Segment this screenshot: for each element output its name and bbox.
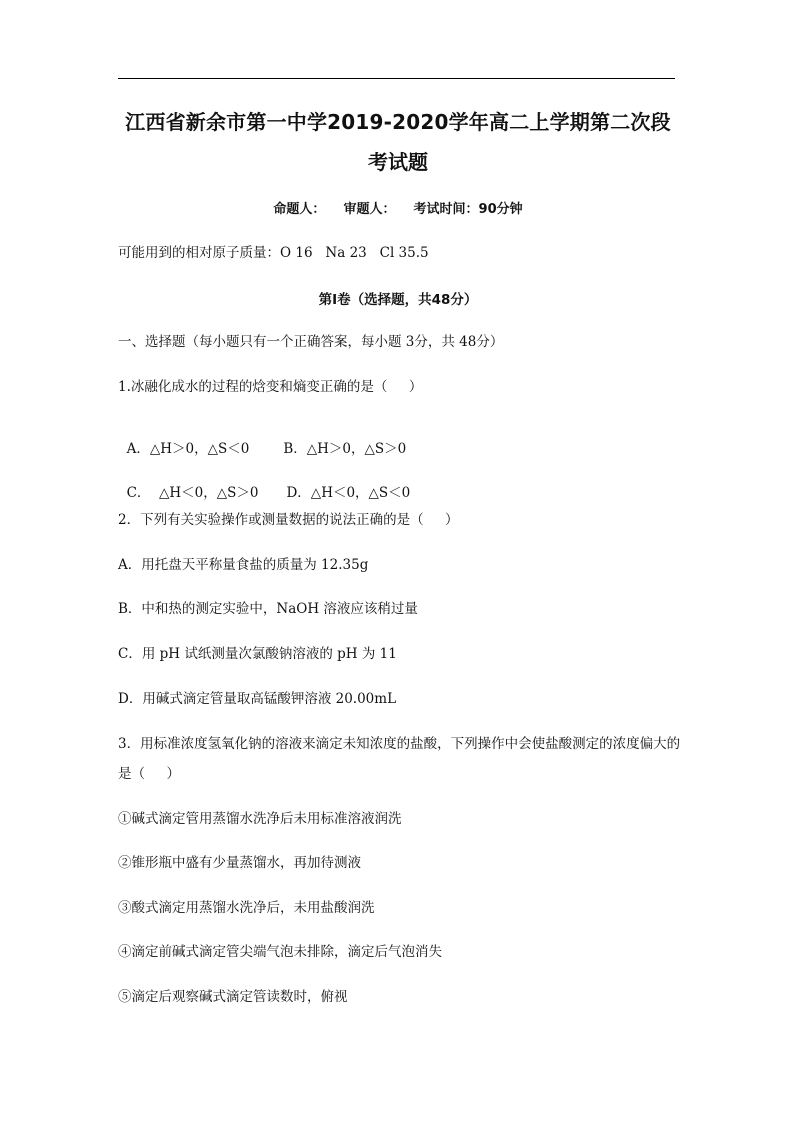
question-1-options-row2 xyxy=(118,466,410,502)
question-3-stem-line1: 3．用标准浓度氢氧化钠的溶液来滴定未知浓度的盐酸，下列操作中会使盐酸测定的浓度偏大的 xyxy=(118,736,681,752)
question-1-option-c: C． △H＜0，△S＞0 xyxy=(126,485,259,501)
header-rule xyxy=(118,78,675,79)
question-2-stem: 2．下列有关实验操作或测量数据的说法正确的是（ ） xyxy=(118,512,459,528)
question-3-item-3: ③酸式滴定用蒸馏水洗净后，未用盐酸润洗 xyxy=(118,900,375,916)
exam-title-line1: 江西省新余市第一中学2019-2020学年高二上学期第二次段 xyxy=(125,110,671,134)
question-1-options-row1 xyxy=(118,422,406,458)
question-1-option-b: B．△H＞0，△S＞0 xyxy=(283,441,407,457)
question-1-option-a: A．△H＞0，△S＜0 xyxy=(126,441,250,457)
question-3-stem-line2: 是（ ） xyxy=(118,766,180,782)
question-3-item-4: ④滴定前碱式滴定管尖端气泡未排除，滴定后气泡消失 xyxy=(118,944,442,960)
part-heading: 一、选择题（每小题只有一个正确答案，每小题 3分，共 48分） xyxy=(118,334,504,350)
question-1-stem: 1.冰融化成水的过程的焓变和熵变正确的是（ ） xyxy=(118,379,423,395)
question-2-option-a: A．用托盘天平称量食盐的质量为 12.35g xyxy=(118,557,369,573)
question-2-option-d: D．用碱式滴定管量取高锰酸钾溶液 20.00mL xyxy=(118,691,397,707)
exam-meta: 命题人： 审题人： 考试时间：90分钟 xyxy=(273,202,523,217)
question-3-item-5: ⑤滴定后观察碱式滴定管读数时，俯视 xyxy=(118,989,348,1005)
question-3-item-2: ②锥形瓶中盛有少量蒸馏水，再加待测液 xyxy=(118,855,361,871)
question-2-option-b: B．中和热的测定实验中，NaOH 溶液应该稍过量 xyxy=(118,601,418,617)
question-3-item-1: ①碱式滴定管用蒸馏水洗净后未用标准溶液润洗 xyxy=(118,811,402,827)
atomic-masses: 可能用到的相对原子质量：O 16 Na 23 Cl 35.5 xyxy=(118,245,429,261)
question-2-option-c: C．用 pH 试纸测量次氯酸钠溶液的 pH 为 11 xyxy=(118,646,397,662)
section-title: 第I卷（选择题，共48分） xyxy=(318,292,478,308)
exam-title-line2: 考试题 xyxy=(368,150,428,174)
question-1-option-d: D．△H＜0，△S＜0 xyxy=(286,485,411,501)
